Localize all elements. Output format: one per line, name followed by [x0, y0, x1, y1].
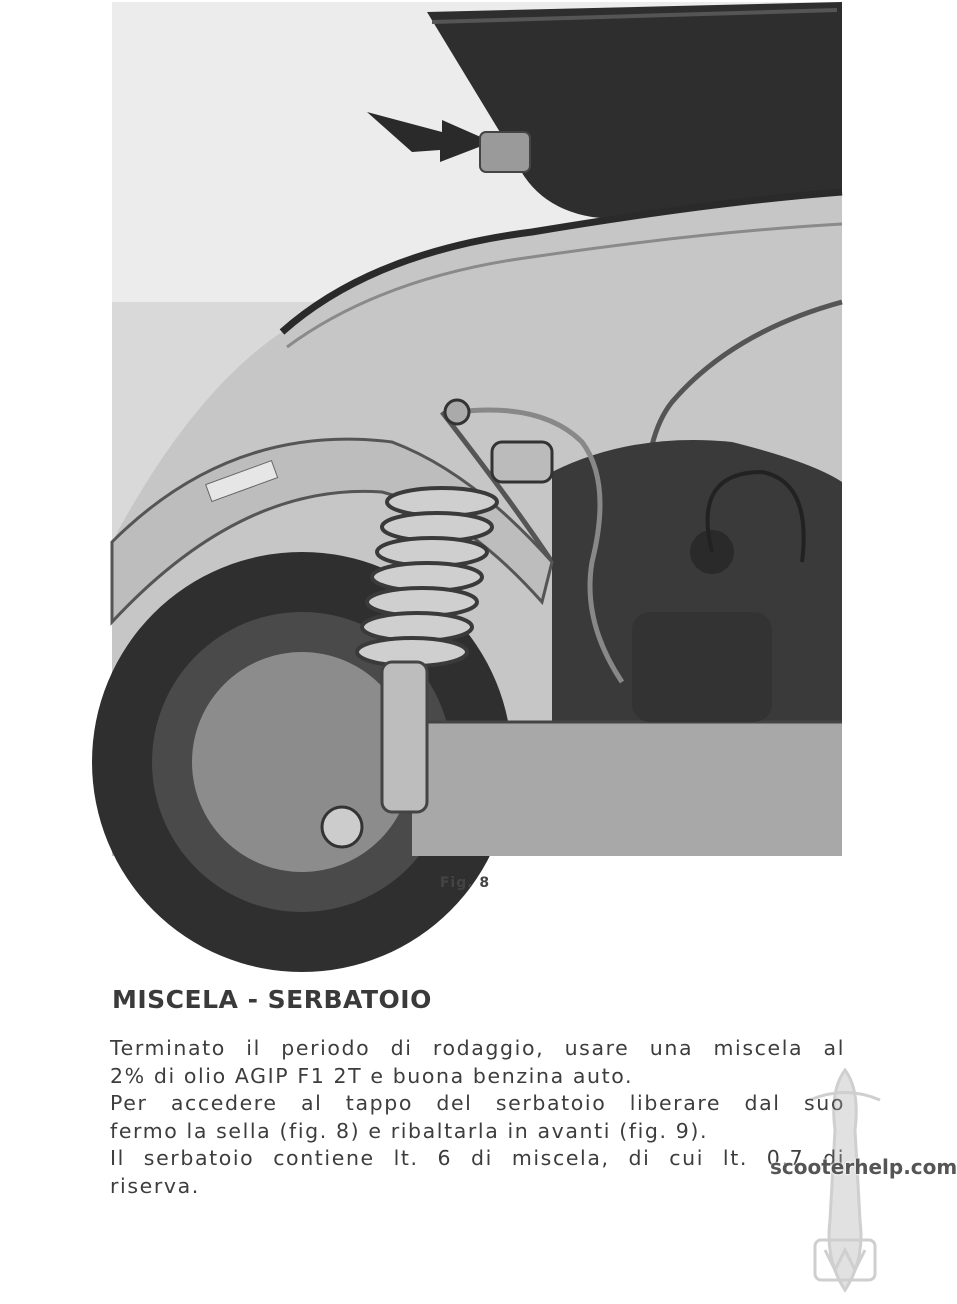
watermark-text: scooterhelp.com [770, 1155, 957, 1179]
section-heading: MISCELA - SERBATOIO [112, 985, 432, 1014]
body-line: Il serbatoio contiene lt. 6 di miscela, di cui lt. 0,7 di [110, 1146, 845, 1170]
body-line: fermo la sella (fig. 8) e ribaltarla in avanti (fig. 9). [110, 1118, 709, 1143]
section-body [110, 1035, 845, 1200]
body-line: Terminato il periodo di rodaggio, usare una miscela al [110, 1036, 845, 1060]
figure-caption: Fig. 8 [439, 875, 491, 891]
body-line: Per accedere al tappo del serbatoio liberare dal suo [110, 1091, 845, 1115]
watermark-logo [770, 1060, 957, 1300]
scooter-photo [112, 2, 842, 856]
body-line: riserva. [110, 1173, 200, 1198]
scooter-logo-icon [770, 1060, 957, 1300]
body-line: 2% di olio AGIP F1 2T e buona benzina auto. [110, 1063, 634, 1088]
